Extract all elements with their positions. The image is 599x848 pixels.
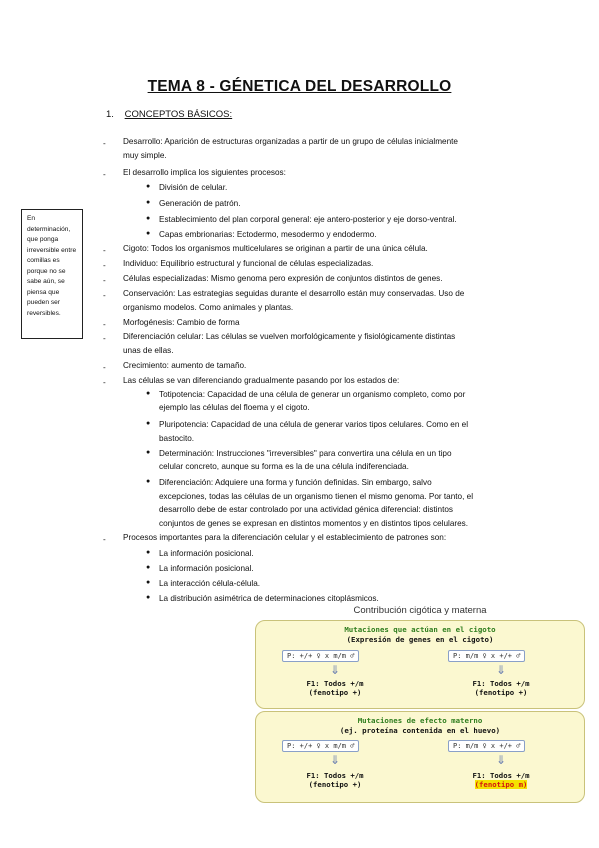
list-item: La información posicional. [159, 564, 254, 573]
text-line: Individuo: Equilibrio estructural y funcional de células especializadas. [123, 259, 374, 268]
bullet-dot: ● [146, 230, 151, 237]
cross-right: P: m/m ♀ x +/+ ♂ [448, 740, 525, 752]
text-line: Crecimiento: aumento de tamaño. [123, 361, 247, 370]
text-line: organismo modelos. Como animales y plantas. [123, 303, 294, 312]
list-item: Pluripotencia: Capacidad de una célula de generar varios tipos celulares. Como en el [159, 420, 469, 429]
bullet-dot: ● [146, 549, 151, 556]
f1-result-left [290, 771, 380, 789]
text-line: Morfogénesis: Cambio de forma [123, 318, 240, 327]
f1-label: F1: Todos +/m [472, 679, 530, 688]
panel-subheading: (ej. proteína contenida en el huevo) [339, 726, 501, 735]
text-line: Procesos importantes para la diferenciación celular y el establecimiento de patrones son: [123, 533, 447, 542]
bullet-dot: ● [146, 420, 151, 427]
text-line: Las células se van diferenciando gradualmente pasando por los estados de: [123, 376, 400, 385]
panel-heading: Mutaciones que actúan en el cigoto [344, 625, 496, 634]
cross-left: P: +/+ ♀ x m/m ♂ [282, 650, 359, 662]
page-title: TEMA 8 - GÉNETICA DEL DESARROLLO [147, 78, 452, 95]
f1-label: F1: Todos +/m [306, 679, 364, 688]
text-line: Desarrollo: Aparición de estructuras organizadas a partir de un grupo de células inicialmente [123, 137, 458, 146]
figure-title: Contribución cigótica y materna [353, 605, 487, 616]
dash-marker: - [103, 363, 106, 372]
bullet-dot: ● [146, 478, 151, 485]
section-label: CONCEPTOS BÁSICOS: [124, 109, 233, 120]
list-item-continuation: desarrollo debe de estar controlado por una actividad génica diferencial: distintos [159, 505, 454, 514]
cross-right: P: m/m ♀ x +/+ ♂ [448, 650, 525, 662]
panel-subheading: (Expresión de genes en el cigoto) [346, 635, 494, 644]
dash-marker: - [103, 334, 106, 343]
maternal-panel [255, 711, 585, 803]
bullet-dot: ● [146, 579, 151, 586]
dash-marker: - [103, 378, 106, 387]
list-item-continuation: ejemplo las células del floema y el cigoto. [159, 403, 310, 412]
zygotic-panel [255, 620, 585, 709]
list-item: La interacción célula-célula. [159, 579, 261, 588]
bullet-dot: ● [146, 199, 151, 206]
list-item: La información posicional. [159, 549, 254, 558]
list-item: División de celular. [159, 183, 228, 192]
list-item: Establecimiento del plan corporal general: eje antero-posterior y eje dorso-ventral. [159, 215, 457, 224]
text-line: El desarrollo implica los siguientes procesos: [123, 168, 286, 177]
text-line: Conservación: Las estrategias seguidas durante el desarrollo están muy conservadas. Uso de [123, 289, 465, 298]
cross-left: P: +/+ ♀ x m/m ♂ [282, 740, 359, 752]
list-item: La distribución asimétrica de determinaciones citoplásmicos. [159, 594, 379, 603]
dash-marker: - [103, 291, 106, 300]
phenotype-label: (fenotipo +) [474, 688, 528, 697]
bullet-dot: ● [146, 215, 151, 222]
dash-marker: - [103, 535, 106, 544]
text-line: Diferenciación celular: Las células se vuelven morfológicamente y fisiológicamente distintas [123, 332, 456, 341]
list-item: Determinación: Instrucciones "irreversibles" para convertira una célula en un tipo [159, 449, 452, 458]
list-item: Totipotencia: Capacidad de una célula de generar un organismo completo, como por [159, 390, 466, 399]
section-number: 1. [106, 109, 114, 120]
bullet-dot: ● [146, 183, 151, 190]
phenotype-label-highlighted [456, 780, 546, 789]
list-item: Diferenciación: Adquiere una forma y función definidas. Sin embargo, salvo [159, 478, 432, 487]
down-arrow-icon: ⇓ [330, 753, 341, 767]
down-arrow-icon: ⇓ [496, 663, 507, 677]
list-item-continuation: celular concreto, aunque su forma es la de una célula indiferenciada. [159, 462, 409, 471]
text-line: muy simple. [123, 151, 167, 160]
dash-marker: - [103, 246, 106, 255]
f1-result-left [290, 679, 380, 697]
dash-marker: - [103, 170, 106, 179]
text-line: Células especializadas: Mismo genoma pero expresión de conjuntos distintos de genes. [123, 274, 443, 283]
dash-marker: - [103, 139, 106, 148]
dash-marker: - [103, 261, 106, 270]
bullet-dot: ● [146, 449, 151, 456]
f1-label: F1: Todos +/m [472, 771, 530, 780]
f1-label: F1: Todos +/m [306, 771, 364, 780]
dash-marker: - [103, 320, 106, 329]
dash-marker: - [103, 276, 106, 285]
bullet-dot: ● [146, 564, 151, 571]
phenotype-label: (fenotipo +) [308, 688, 362, 697]
text-line: unas de ellas. [123, 346, 174, 355]
down-arrow-icon: ⇓ [330, 663, 341, 677]
panel-heading: Mutaciones de efecto materno [357, 716, 483, 725]
highlight: (fenotipo m) [474, 780, 528, 789]
list-item-continuation: conjuntos de genes se expresan en distintos momentos y en distintos tipos celulares. [159, 519, 469, 528]
list-item: Generación de patrón. [159, 199, 241, 208]
down-arrow-icon: ⇓ [496, 753, 507, 767]
text-line: Cigoto: Todos los organismos multicelulares se originan a partir de una única célula. [123, 244, 428, 253]
list-item: Capas embrionarias: Ectodermo, mesodermo y endodermo. [159, 230, 377, 239]
phenotype-label: (fenotipo +) [308, 780, 362, 789]
bullet-dot: ● [146, 390, 151, 397]
list-item-continuation: bastocito. [159, 434, 195, 443]
section-heading [106, 109, 232, 120]
bullet-dot: ● [146, 594, 151, 601]
f1-result-right [456, 679, 546, 697]
margin-note: En determinación, que ponga irreversible entre comillas es porque no se sabe aún, se piensa que pueden ser reversibles. [21, 209, 83, 339]
f1-result-right [456, 771, 546, 789]
list-item-continuation: excepciones, todas las células de un organismo tienen el mismo genoma. Por tanto, el [159, 492, 474, 501]
